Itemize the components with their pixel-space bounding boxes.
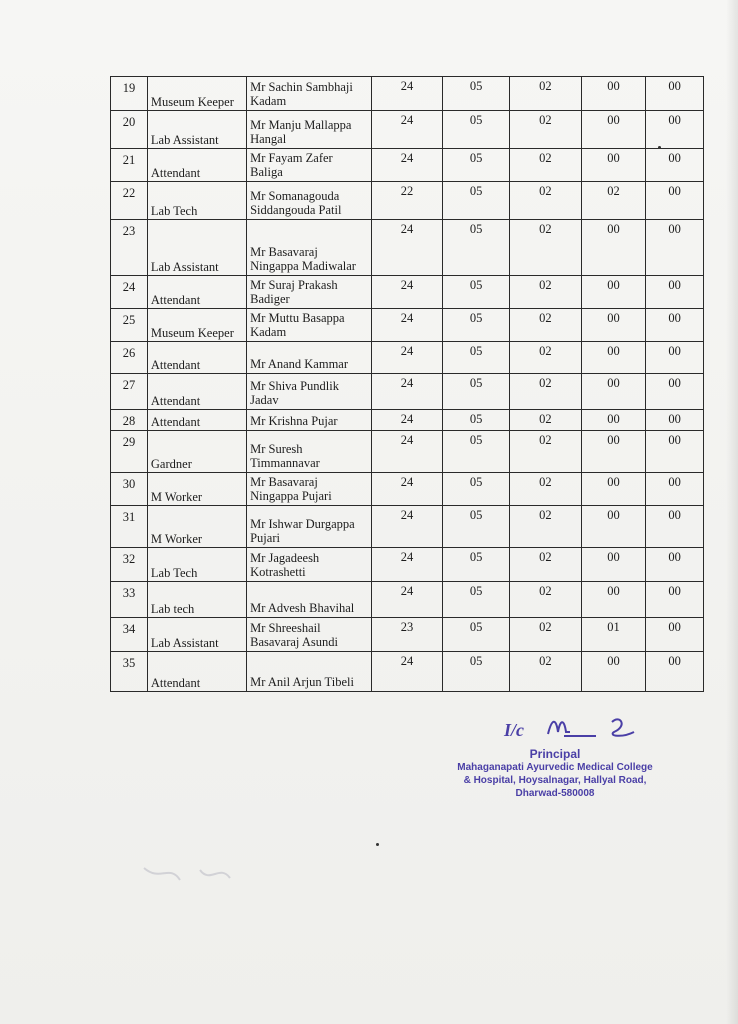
count-cell-4: 00: [581, 582, 646, 618]
college-address: & Hospital, Hoysalnagar, Hallyal Road,: [463, 775, 647, 786]
count-cell-1: 24: [371, 410, 443, 431]
table-row: [111, 548, 704, 582]
table-row: [111, 582, 704, 618]
count-cell-1: 24: [371, 309, 443, 342]
count-cell-2: 05: [443, 506, 510, 548]
count-cell-5: 00: [646, 111, 704, 149]
designation-cell: M Worker: [147, 506, 246, 548]
count-cell-5: 00: [646, 506, 704, 548]
serial-number-cell: 30: [111, 473, 148, 506]
count-cell-5: 00: [646, 473, 704, 506]
table-row: [111, 506, 704, 548]
staff-attendance-table: [110, 76, 704, 692]
serial-number-cell: 32: [111, 548, 148, 582]
table-row: [111, 111, 704, 149]
count-cell-3: 02: [510, 473, 582, 506]
serial-number-cell: 34: [111, 618, 148, 652]
count-cell-3: 02: [510, 431, 582, 473]
staff-name-cell: Mr Basavaraj Ningappa Pujari: [247, 473, 372, 506]
serial-number-cell: 33: [111, 582, 148, 618]
count-cell-5: 00: [646, 309, 704, 342]
count-cell-4: 00: [581, 77, 646, 111]
table-row: [111, 410, 704, 431]
count-cell-2: 05: [443, 149, 510, 182]
signatory-role: Principal: [529, 747, 581, 761]
count-cell-2: 05: [443, 410, 510, 431]
count-cell-3: 02: [510, 410, 582, 431]
count-cell-5: 00: [646, 149, 704, 182]
staff-name-cell: Mr Somanagouda Siddangouda Patil: [247, 182, 372, 220]
bleed-through-stamp: [70, 860, 290, 970]
count-cell-4: 01: [581, 618, 646, 652]
designation-cell: Museum Keeper: [147, 77, 246, 111]
count-cell-1: 24: [371, 652, 443, 692]
staff-name-cell: Mr Advesh Bhavihal: [247, 582, 372, 618]
count-cell-4: 00: [581, 548, 646, 582]
count-cell-1: 24: [371, 431, 443, 473]
designation-cell: Attendant: [147, 410, 246, 431]
count-cell-5: 00: [646, 410, 704, 431]
designation-cell: Lab Assistant: [147, 220, 246, 276]
designation-cell: Lab Tech: [147, 548, 246, 582]
table-row: [111, 431, 704, 473]
count-cell-3: 02: [510, 582, 582, 618]
count-cell-3: 02: [510, 374, 582, 410]
staff-name-cell: Mr Anil Arjun Tibeli: [247, 652, 372, 692]
serial-number-cell: 20: [111, 111, 148, 149]
count-cell-4: 00: [581, 473, 646, 506]
table-row: [111, 182, 704, 220]
serial-number-cell: 25: [111, 309, 148, 342]
designation-cell: Lab Tech: [147, 182, 246, 220]
bleed-through-scribble: [120, 860, 240, 888]
count-cell-5: 00: [646, 618, 704, 652]
designation-cell: Attendant: [147, 276, 246, 309]
serial-number-cell: 22: [111, 182, 148, 220]
college-city: Dharwad-580008: [515, 788, 595, 799]
count-cell-3: 02: [510, 111, 582, 149]
count-cell-1: 24: [371, 342, 443, 374]
table-row: [111, 149, 704, 182]
count-cell-2: 05: [443, 276, 510, 309]
staff-name-cell: Mr Suraj Prakash Badiger: [247, 276, 372, 309]
count-cell-5: 00: [646, 77, 704, 111]
designation-cell: Attendant: [147, 149, 246, 182]
table-row: [111, 77, 704, 111]
count-cell-1: 24: [371, 220, 443, 276]
table-row: [111, 342, 704, 374]
serial-number-cell: 28: [111, 410, 148, 431]
serial-number-cell: 24: [111, 276, 148, 309]
serial-number-cell: 19: [111, 77, 148, 111]
serial-number-cell: 27: [111, 374, 148, 410]
designation-cell: Museum Keeper: [147, 309, 246, 342]
count-cell-2: 05: [443, 618, 510, 652]
count-cell-2: 05: [443, 309, 510, 342]
table-row: [111, 276, 704, 309]
designation-cell: Lab Assistant: [147, 111, 246, 149]
count-cell-1: 24: [371, 506, 443, 548]
paper-speck: [376, 843, 379, 846]
designation-cell: Lab Assistant: [147, 618, 246, 652]
staff-name-cell: Mr Muttu Basappa Kadam: [247, 309, 372, 342]
count-cell-5: 00: [646, 431, 704, 473]
count-cell-2: 05: [443, 182, 510, 220]
count-cell-4: 00: [581, 111, 646, 149]
count-cell-5: 00: [646, 548, 704, 582]
count-cell-5: 00: [646, 276, 704, 309]
count-cell-1: 24: [371, 276, 443, 309]
staff-name-cell: Mr Sachin Sambhaji Kadam: [247, 77, 372, 111]
staff-name-cell: Mr Manju Mallappa Hangal: [247, 111, 372, 149]
count-cell-1: 22: [371, 182, 443, 220]
count-cell-5: 00: [646, 652, 704, 692]
count-cell-4: 00: [581, 374, 646, 410]
count-cell-4: 00: [581, 309, 646, 342]
serial-number-cell: 31: [111, 506, 148, 548]
serial-number-cell: 21: [111, 149, 148, 182]
count-cell-5: 00: [646, 582, 704, 618]
count-cell-4: 00: [581, 342, 646, 374]
count-cell-3: 02: [510, 506, 582, 548]
staff-name-cell: Mr Fayam Zafer Baliga: [247, 149, 372, 182]
count-cell-1: 24: [371, 582, 443, 618]
staff-name-cell: Mr Suresh Timmannavar: [247, 431, 372, 473]
count-cell-4: 00: [581, 410, 646, 431]
designation-cell: Lab tech: [147, 582, 246, 618]
staff-name-cell: Mr Anand Kammar: [247, 342, 372, 374]
count-cell-3: 02: [510, 77, 582, 111]
staff-name-cell: Mr Krishna Pujar: [247, 410, 372, 431]
count-cell-2: 05: [443, 220, 510, 276]
count-cell-1: 24: [371, 77, 443, 111]
table-row: [111, 473, 704, 506]
count-cell-3: 02: [510, 548, 582, 582]
count-cell-1: 24: [371, 149, 443, 182]
count-cell-3: 02: [510, 276, 582, 309]
designation-cell: M Worker: [147, 473, 246, 506]
count-cell-3: 02: [510, 342, 582, 374]
count-cell-4: 00: [581, 149, 646, 182]
count-cell-3: 02: [510, 309, 582, 342]
serial-number-cell: 26: [111, 342, 148, 374]
serial-number-cell: 23: [111, 220, 148, 276]
count-cell-1: 24: [371, 111, 443, 149]
count-cell-1: 23: [371, 618, 443, 652]
count-cell-4: 00: [581, 276, 646, 309]
count-cell-2: 05: [443, 342, 510, 374]
count-cell-3: 02: [510, 182, 582, 220]
principal-signature-block: [420, 712, 690, 800]
count-cell-4: 00: [581, 220, 646, 276]
count-cell-5: 00: [646, 374, 704, 410]
initials-text: I/c: [504, 720, 524, 740]
count-cell-3: 02: [510, 652, 582, 692]
count-cell-5: 00: [646, 220, 704, 276]
staff-name-cell: Mr Jagadeesh Kotrashetti: [247, 548, 372, 582]
paper-speck: [658, 146, 661, 149]
count-cell-2: 05: [443, 652, 510, 692]
count-cell-4: 02: [581, 182, 646, 220]
count-cell-2: 05: [443, 77, 510, 111]
count-cell-2: 05: [443, 473, 510, 506]
designation-cell: Attendant: [147, 374, 246, 410]
table-row: [111, 220, 704, 276]
count-cell-1: 24: [371, 374, 443, 410]
staff-name-cell: Mr Shreeshail Basavaraj Asundi: [247, 618, 372, 652]
serial-number-cell: 35: [111, 652, 148, 692]
designation-cell: Gardner: [147, 431, 246, 473]
table-body: [111, 77, 704, 692]
count-cell-2: 05: [443, 374, 510, 410]
count-cell-1: 24: [371, 473, 443, 506]
staff-name-cell: Mr Basavaraj Ningappa Madiwalar: [247, 220, 372, 276]
college-name: Mahaganapati Ayurvedic Medical College: [457, 762, 653, 773]
staff-name-cell: Mr Shiva Pundlik Jadav: [247, 374, 372, 410]
designation-cell: Attendant: [147, 342, 246, 374]
count-cell-2: 05: [443, 431, 510, 473]
count-cell-2: 05: [443, 582, 510, 618]
designation-cell: Attendant: [147, 652, 246, 692]
scan-shadow: [726, 0, 738, 1024]
count-cell-5: 00: [646, 182, 704, 220]
count-cell-4: 00: [581, 652, 646, 692]
staff-name-cell: Mr Ishwar Durgappa Pujari: [247, 506, 372, 548]
count-cell-2: 05: [443, 111, 510, 149]
count-cell-1: 24: [371, 548, 443, 582]
signature-scribble: [500, 712, 670, 744]
table-row: [111, 309, 704, 342]
table-row: [111, 652, 704, 692]
count-cell-5: 00: [646, 342, 704, 374]
serial-number-cell: 29: [111, 431, 148, 473]
table-row: [111, 374, 704, 410]
table-row: [111, 618, 704, 652]
count-cell-4: 00: [581, 506, 646, 548]
count-cell-2: 05: [443, 548, 510, 582]
count-cell-3: 02: [510, 220, 582, 276]
count-cell-3: 02: [510, 618, 582, 652]
count-cell-4: 00: [581, 431, 646, 473]
count-cell-3: 02: [510, 149, 582, 182]
